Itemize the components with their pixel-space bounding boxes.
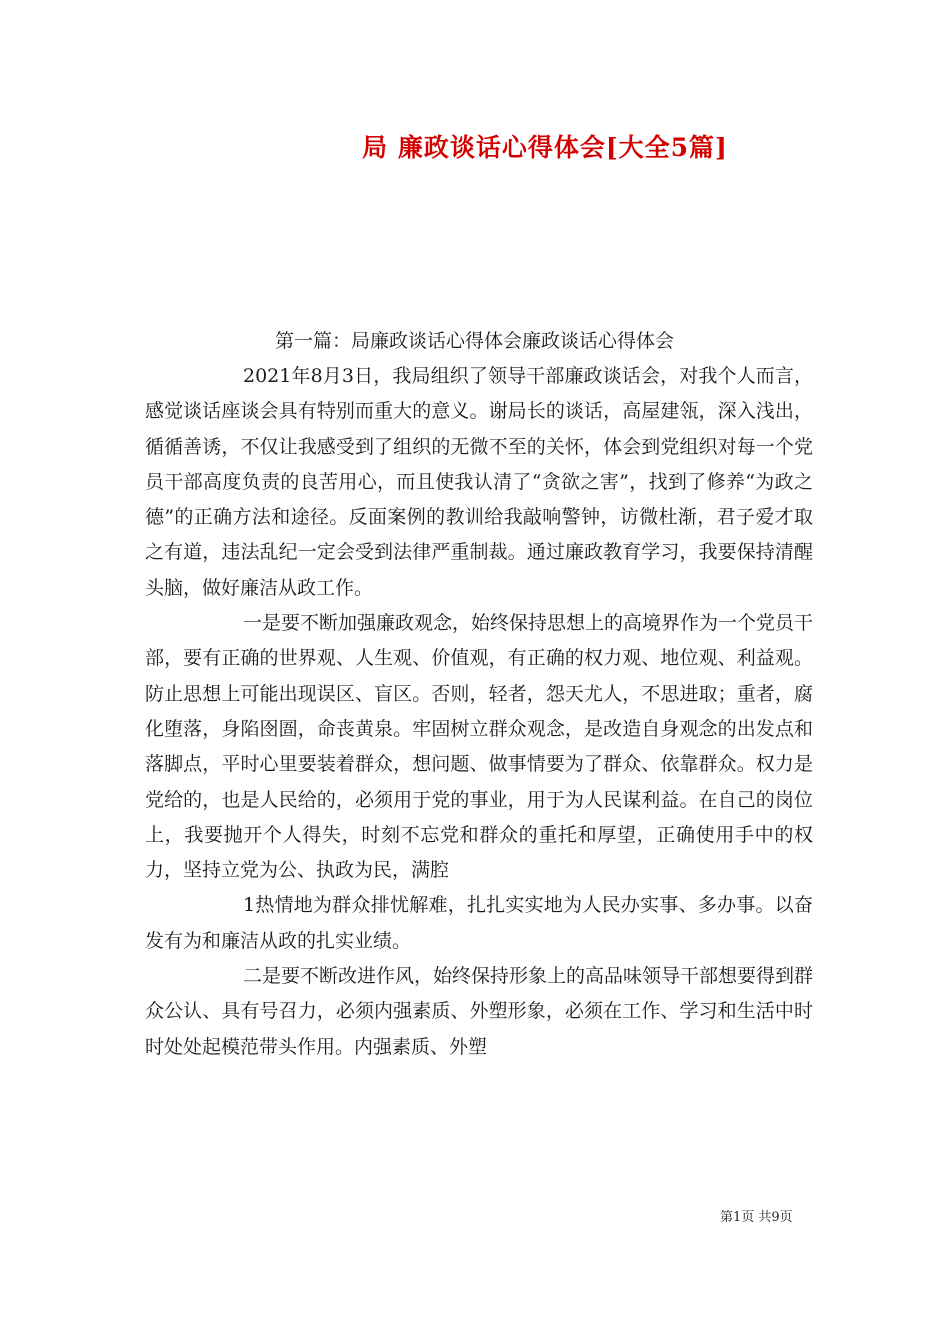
paragraph: 1热情地为群众排忧解难，扎扎实实地为人民办实事、多办事。以奋发有为和廉洁从政的扎实业绩。: [145, 894, 813, 952]
paragraph: 二是要不断改进作风，始终保持形象上的高品味领导干部想要得到群众公认、具有号召力，必须内强素质、外塑形象，必须在工作、学习和生活中时时处处起模范带头作用。内强素质、外塑: [145, 965, 814, 1058]
document-title: 局 廉政谈话心得体会[大全5篇]: [362, 133, 728, 162]
document-body: [145, 324, 813, 1065]
page-number-footer: 第1页 共9页: [720, 1210, 793, 1225]
paragraph: 一是要不断加强廉政观念，始终保持思想上的高境界作为一个党员干部，要有正确的世界观、人生观、价值观，有正确的权力观、地位观、利益观。防止思想上可能出现误区、盲区。否则，轻者，怨天尤人，不思进取；重者，腐化堕落，身陷囹圄，命丧黄泉。牢固树立群众观念，是改造自身观念的出发点和落脚点，平时心里要装着群众，想问题、做事情要为了群众、依靠群众。权力是党给的，也是人民给的，必须用于党的事业，用于为人民谋利益。在自己的岗位上，我要抛开个人得失，时刻不忘党和群众的重托和厚望，正确使用手中的权力，坚持立党为公、执政为民，满腔: [145, 612, 814, 882]
paragraph: 2021年8月3日，我局组织了领导干部廉政谈话会，对我个人而言，感觉谈话座谈会具有特别而重大的意义。谢局长的谈话，高屋建瓴，深入浅出，循循善诱，不仅让我感受到了组织的无微不至的关怀，体会到党组织对每一个党员干部高度负责的良苦用心，而且使我认清了“贪欲之害”，找到了修养“为政之德”的正确方法和途径。反面案例的教训给我敲响警钟，访微杜渐，君子爱才取之有道，违法乱纪一定会受到法律严重制裁。通过廉政教育学习，我要保持清醒头脑，做好廉洁从政工作。: [145, 365, 813, 599]
section-heading: 第一篇：局廉政谈话心得体会廉政谈话心得体会: [275, 330, 675, 352]
